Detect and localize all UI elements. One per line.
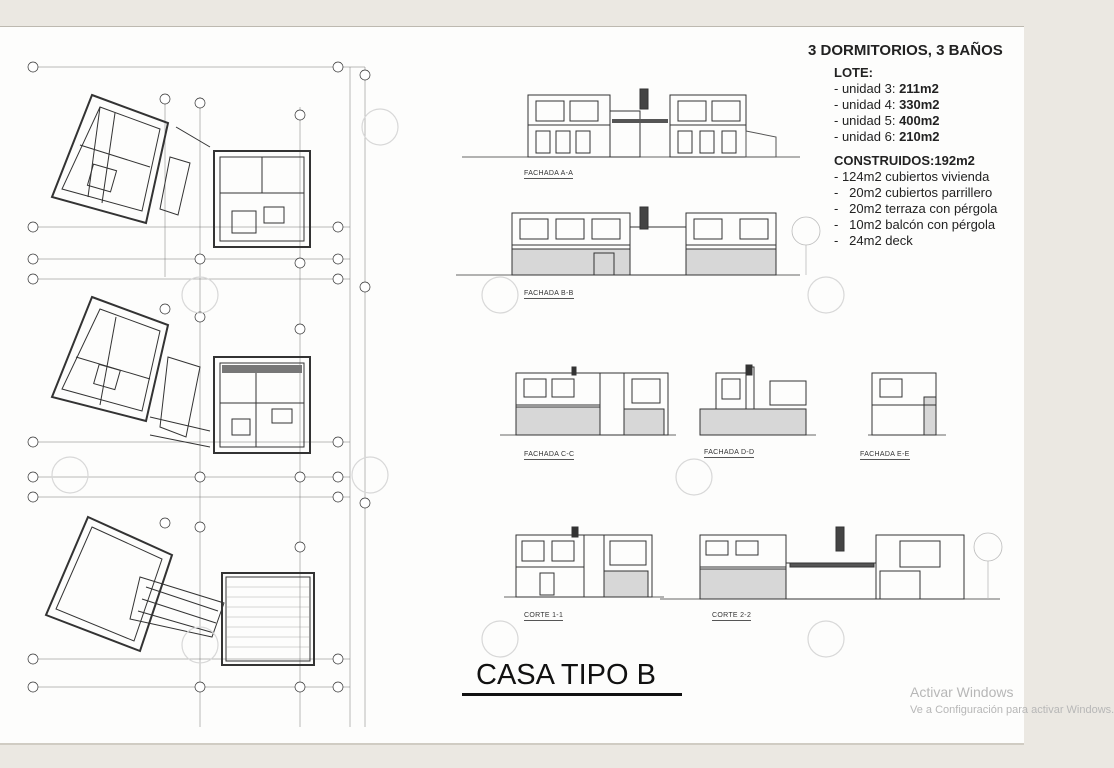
lot-unit-row: - unidad 6: 210m2 <box>834 129 940 144</box>
built-label: CONSTRUIDOS:192m2 <box>834 153 975 168</box>
specs-heading: 3 DORMITORIOS, 3 BAÑOS <box>808 42 1003 59</box>
label-corte-11: CORTE 1-1 <box>524 612 564 619</box>
built-item: - 20m2 terraza con pérgola <box>834 201 998 216</box>
title-underline <box>462 693 682 696</box>
tree-sketches <box>792 217 1002 599</box>
label-corte-22: CORTE 2-2 <box>712 612 752 619</box>
activation-line2: Ve a Configuración para activar Windows. <box>910 704 1114 716</box>
elevation-ee <box>868 373 946 435</box>
section-22 <box>660 527 1000 599</box>
elevation-bb <box>456 207 800 275</box>
activation-line1: Activar Windows <box>910 684 1014 700</box>
lot-label: LOTE: <box>834 65 873 80</box>
drawing-sheet <box>0 26 1114 745</box>
built-item: - 24m2 deck <box>834 233 913 248</box>
label-fachada-bb: FACHADA B-B <box>524 290 574 297</box>
label-fachada-aa: FACHADA A-A <box>524 170 574 177</box>
floor-plan-roof <box>46 517 314 665</box>
elevation-aa <box>462 89 800 157</box>
activation-watermark <box>910 683 1114 719</box>
floor-plan-upper <box>52 95 310 247</box>
built-item: - 20m2 cubiertos parrillero <box>834 185 993 200</box>
elevation-dd <box>700 365 816 435</box>
specs-panel <box>808 43 1024 249</box>
built-item: - 124m2 cubiertos vivienda <box>834 169 990 184</box>
label-fachada-ee: FACHADA E-E <box>860 451 910 458</box>
section-11 <box>504 527 664 597</box>
lot-unit-row: - unidad 3: 211m2 <box>834 81 939 96</box>
lot-unit-row: - unidad 4: 330m2 <box>834 97 940 112</box>
label-fachada-dd: FACHADA D-D <box>704 449 755 456</box>
floor-plan-ground <box>52 297 310 453</box>
label-fachada-cc: FACHADA C-C <box>524 451 575 458</box>
lot-unit-row: - unidad 5: 400m2 <box>834 113 940 128</box>
sheet-title: CASA TIPO B <box>476 659 656 691</box>
grid-markers <box>28 62 370 692</box>
built-item: - 10m2 balcón con pérgola <box>834 217 996 232</box>
elevation-cc <box>500 367 676 435</box>
